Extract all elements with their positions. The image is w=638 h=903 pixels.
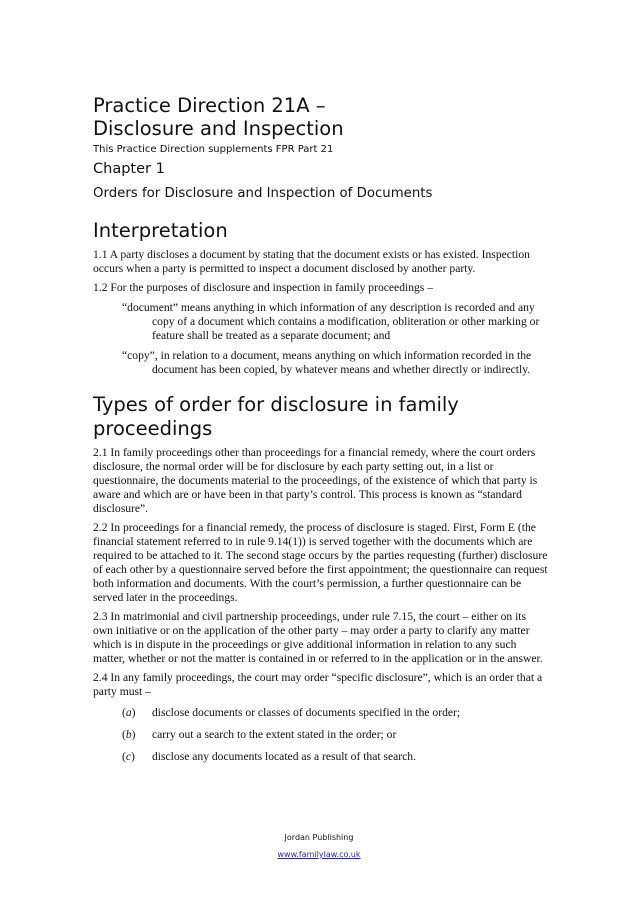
list-item-text: disclose any documents located as a result of that search. [152, 750, 416, 763]
list-marker: (a) [122, 706, 136, 719]
paragraph-1-2: 1.2 For the purposes of disclosure and inspection in family proceedings – [93, 281, 434, 294]
list-item-text: carry out a search to the extent stated in the order; or [152, 728, 397, 741]
document-title [93, 94, 548, 140]
list-marker: (b) [122, 728, 136, 741]
paragraph-1-1: 1.1 A party discloses a document by stating that the document exists or has existed. Inspection occurs when a party is permitted to inspect a document disclosed by another party. [93, 248, 530, 275]
list-item [93, 750, 548, 764]
definition-copy: “copy”, in relation to a document, means anything on which information recorded in the document has been copied, by whatever means and whether directly or indirectly. [122, 349, 532, 376]
specific-disclosure-list [93, 706, 548, 764]
list-item [93, 728, 548, 742]
interpretation-heading: Interpretation [93, 219, 228, 242]
title-line-2: Disclosure and Inspection [93, 117, 344, 140]
footer-publisher: Jordan Publishing [284, 833, 354, 842]
list-marker: (c) [122, 750, 135, 763]
chapter-title: Orders for Disclosure and Inspection of Documents [93, 186, 433, 201]
chapter-heading: Chapter 1 [93, 161, 165, 177]
paragraph-2-4: 2.4 In any family proceedings, the court may order “specific disclosure”, which is an order that a party must – [93, 671, 543, 698]
paragraph-2-3: 2.3 In matrimonial and civil partnership proceedings, under rule 7.15, the court – either on its own initiative or on the application of the other party – may order a party to clarify any matter which is in dispute in the proceedings or give additional information in relation to any such matter, whether or not the matter is contained in or referred to in the application or in the answer. [93, 610, 543, 665]
footer-link[interactable]: www.familylaw.co.uk [277, 850, 361, 859]
types-heading: Types of order for disclosure in family proceedings [93, 393, 459, 440]
list-item [93, 706, 548, 720]
document-body [93, 94, 548, 772]
title-line-1: Practice Direction 21A – [93, 94, 326, 117]
paragraph-2-1: 2.1 In family proceedings other than proceedings for a financial remedy, where the court orders disclosure, the normal order will be for disclosure by each party setting out, in a list or questionnaire, the documents material to the proceedings, of the existence of which that party is aware and which are or have been in that party’s control. This process is known as “standard disclosure”. [93, 446, 538, 515]
paragraph-2-2: 2.2 In proceedings for a financial remedy, the process of disclosure is staged. First, Form E (the financial statement referred to in rule 9.14(1)) is served together with the documents which are required to be attached to it. The second stage occurs by the parties requesting (further) disclosure of each other by a questionnaire served before the first appointment; the questionnaire can request both information and documents. With the court’s permission, a further questionnaire can be served later in the proceedings. [93, 521, 548, 604]
list-item-text: disclose documents or classes of documents specified in the order; [152, 706, 461, 719]
document-subtitle: This Practice Direction supplements FPR Part 21 [93, 144, 334, 155]
definition-document: “document” means anything in which information of any description is recorded and any copy of a document which contains a modification, obliteration or other marking or feature shall be treated as a separate document; and [122, 301, 540, 342]
